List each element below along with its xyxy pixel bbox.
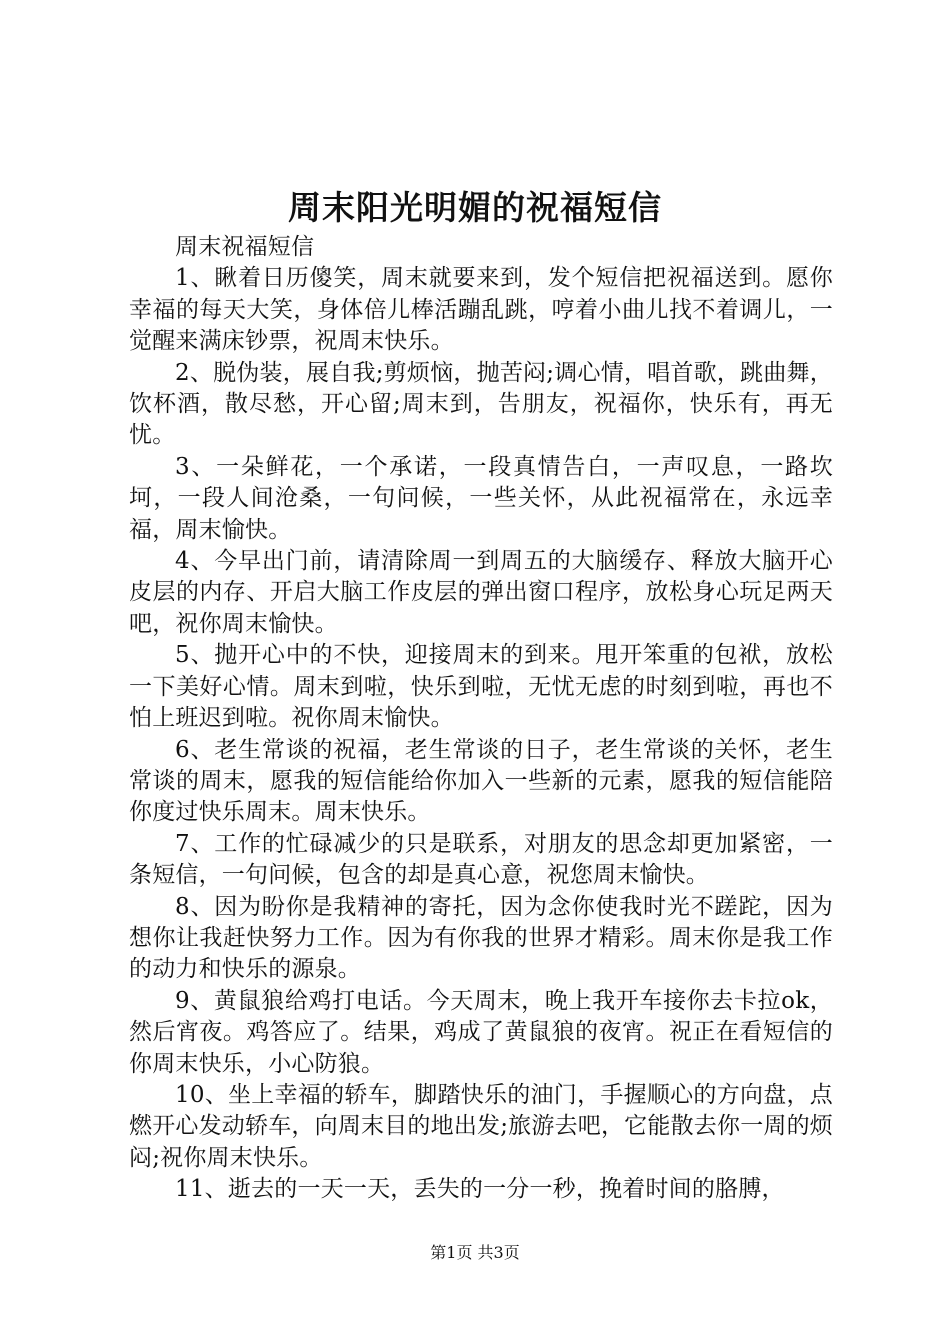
- paragraph-1: 1、瞅着日历傻笑，周末就要来到，发个短信把祝福送到。愿你幸福的每天大笑，身体倍儿棒活蹦乱跳，哼着小曲儿找不着调儿，一觉醒来满床钞票，祝周末快乐。: [129, 265, 833, 355]
- page-number-footer: 第1页 共3页: [430, 1243, 520, 1262]
- paragraph-11: 11、逝去的一天一天，丢失的一分一秒，挽着时间的胳膊，: [175, 1176, 785, 1203]
- paragraph-4: 4、今早出门前，请清除周一到周五的大脑缓存、释放大脑开心皮层的内存、开启大脑工作皮层的弹出窗口程序，放松身心玩足两天吧，祝你周末愉快。: [129, 548, 833, 637]
- paragraph-9: 9、黄鼠狼给鸡打电话。今天周末，晚上我开车接你去卡拉ok，然后宵夜。鸡答应了。结果，鸡成了黄鼠狼的夜宵。祝正在看短信的你周末快乐，小心防狼。: [129, 987, 833, 1077]
- paragraph-7: 7、工作的忙碌减少的只是联系，对朋友的思念却更加紧密，一条短信，一句问候，包含的却是真心意，祝您周末愉快。: [129, 830, 833, 889]
- paragraph-5: 5、抛开心中的不快，迎接周末的到来。甩开笨重的包袱，放松一下美好心情。周末到啦，快乐到啦，无忧无虑的时刻到啦，再也不怕上班迟到啦。祝你周末愉快。: [129, 642, 833, 732]
- paragraph-10: 10、坐上幸福的轿车，脚踏快乐的油门，手握顺心的方向盘，点燃开心发动轿车，向周末目的地出发;旅游去吧，它能散去你一周的烦闷;祝你周末快乐。: [129, 1081, 833, 1171]
- paragraph-6: 6、老生常谈的祝福，老生常谈的日子，老生常谈的关怀，老生常谈的周末，愿我的短信能给你加入一些新的元素，愿我的短信能陪你度过快乐周末。周末快乐。: [129, 736, 833, 826]
- subtitle-paragraph: 周末祝福短信: [175, 234, 315, 260]
- document-title: 周末阳光明媚的祝福短信: [288, 188, 662, 227]
- paragraph-2: 2、脱伪装，展自我;剪烦恼，抛苦闷;调心情，唱首歌，跳曲舞，饮杯酒，散尽愁，开心留;周末到，告朋友，祝福你，快乐有，再无忧。: [129, 359, 833, 449]
- paragraph-8: 8、因为盼你是我精神的寄托，因为念你使我时光不蹉跎，因为想你让我赶快努力工作。因为有你我的世界才精彩。周末你是我工作的动力和快乐的源泉。: [129, 893, 833, 983]
- document-body: [129, 232, 833, 1206]
- paragraph-3: 3、一朵鲜花，一个承诺，一段真情告白，一声叹息，一路坎坷，一段人间沧桑，一句问候，一些关怀，从此祝福常在，永远幸福，周末愉快。: [129, 453, 833, 543]
